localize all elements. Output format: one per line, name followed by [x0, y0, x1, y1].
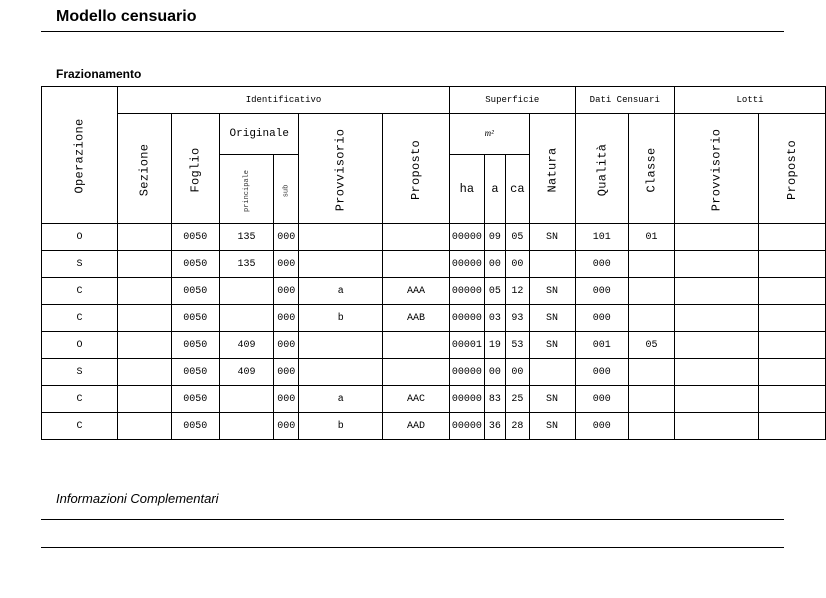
cell-natura: SN — [529, 413, 575, 440]
cell-a: 00 — [484, 251, 506, 278]
cell-ha: 00000 — [450, 359, 485, 386]
table-row — [42, 251, 826, 278]
cell-qualita: 000 — [575, 386, 629, 413]
cell-ha: 00001 — [450, 332, 485, 359]
cell-provvisorio — [299, 251, 383, 278]
cell-ha: 00000 — [450, 386, 485, 413]
header-classe-label: Classe — [644, 146, 659, 193]
cell-foglio: 0050 — [171, 413, 219, 440]
header-sub-label: sub — [282, 184, 291, 198]
cell-a: 03 — [484, 305, 506, 332]
header-natura — [529, 114, 575, 224]
cell-lotti-proposto — [758, 386, 825, 413]
header-lotti: Lotti — [675, 87, 826, 114]
cell-principale — [220, 305, 274, 332]
info-title: Informazioni Complementari — [56, 491, 219, 506]
section-title: Frazionamento — [56, 67, 142, 81]
cell-ca: 00 — [506, 359, 529, 386]
cell-sub: 000 — [274, 305, 299, 332]
frazionamento-table — [41, 86, 826, 440]
header-foglio — [171, 114, 219, 224]
cell-classe — [629, 386, 675, 413]
header-qualita-label: Qualità — [594, 143, 609, 196]
cell-sezione — [118, 305, 172, 332]
cell-proposto: AAD — [382, 413, 449, 440]
header-provvisorio-label: Provvisorio — [333, 128, 348, 211]
cell-ha: 00000 — [450, 413, 485, 440]
cell-principale: 135 — [220, 224, 274, 251]
cell-operazione: S — [42, 359, 118, 386]
cell-proposto — [382, 332, 449, 359]
cell-ca: 53 — [506, 332, 529, 359]
cell-sezione — [118, 224, 172, 251]
cell-a: 09 — [484, 224, 506, 251]
cell-natura: SN — [529, 305, 575, 332]
cell-operazione: O — [42, 224, 118, 251]
cell-proposto — [382, 359, 449, 386]
header-ha: ha — [450, 155, 485, 224]
cell-qualita: 000 — [575, 251, 629, 278]
cell-classe: 01 — [629, 224, 675, 251]
header-lotti-proposto-label: Proposto — [784, 139, 799, 200]
cell-a: 00 — [484, 359, 506, 386]
cell-sezione — [118, 278, 172, 305]
cell-principale: 409 — [220, 332, 274, 359]
header-foglio-label: Foglio — [188, 146, 203, 193]
header-ca: ca — [506, 155, 529, 224]
cell-qualita: 000 — [575, 278, 629, 305]
table-row — [42, 332, 826, 359]
cell-ca: 28 — [506, 413, 529, 440]
header-sezione-label: Sezione — [137, 143, 152, 196]
cell-natura: SN — [529, 332, 575, 359]
cell-sezione — [118, 413, 172, 440]
cell-classe — [629, 305, 675, 332]
cell-lotti-provvisorio — [675, 359, 759, 386]
header-operazione — [42, 87, 118, 224]
cell-a: 19 — [484, 332, 506, 359]
cell-sezione — [118, 332, 172, 359]
header-provvisorio — [299, 114, 383, 224]
cell-lotti-proposto — [758, 278, 825, 305]
cell-ca: 05 — [506, 224, 529, 251]
page-title: Modello censuario — [56, 8, 197, 25]
header-unit — [450, 114, 529, 155]
header-sezione — [118, 114, 172, 224]
cell-qualita: 001 — [575, 332, 629, 359]
cell-foglio: 0050 — [171, 251, 219, 278]
cell-ha: 00000 — [450, 224, 485, 251]
cell-lotti-provvisorio — [675, 413, 759, 440]
cell-lotti-proposto — [758, 224, 825, 251]
cell-lotti-proposto — [758, 359, 825, 386]
cell-natura: SN — [529, 224, 575, 251]
cell-foglio: 0050 — [171, 332, 219, 359]
header-proposto — [382, 114, 449, 224]
cell-sezione — [118, 359, 172, 386]
cell-foglio: 0050 — [171, 359, 219, 386]
table-row — [42, 359, 826, 386]
header-identificativo: Identificativo — [118, 87, 450, 114]
cell-sub: 000 — [274, 332, 299, 359]
cell-sub: 000 — [274, 359, 299, 386]
cell-qualita: 000 — [575, 413, 629, 440]
cell-natura: SN — [529, 386, 575, 413]
cell-principale — [220, 413, 274, 440]
cell-sezione — [118, 251, 172, 278]
cell-principale — [220, 278, 274, 305]
cell-qualita: 000 — [575, 305, 629, 332]
cell-provvisorio: b — [299, 413, 383, 440]
cell-ca: 93 — [506, 305, 529, 332]
cell-ca: 25 — [506, 386, 529, 413]
header-lotti-provvisorio — [675, 114, 759, 224]
header-classe — [629, 114, 675, 224]
header-natura-label: Natura — [545, 146, 560, 193]
cell-lotti-provvisorio — [675, 278, 759, 305]
unit-label: m² — [484, 128, 494, 138]
cell-provvisorio: a — [299, 386, 383, 413]
info-line-1 — [41, 519, 784, 520]
header-superficie: Superficie — [450, 87, 575, 114]
cell-a: 05 — [484, 278, 506, 305]
cell-lotti-provvisorio — [675, 224, 759, 251]
cell-operazione: C — [42, 278, 118, 305]
header-originale: Originale — [220, 114, 299, 155]
cell-operazione: S — [42, 251, 118, 278]
cell-ca: 00 — [506, 251, 529, 278]
cell-a: 36 — [484, 413, 506, 440]
cell-natura: SN — [529, 278, 575, 305]
info-line-2 — [41, 547, 784, 548]
header-dati-censuari: Dati Censuari — [575, 87, 675, 114]
cell-operazione: O — [42, 332, 118, 359]
cell-principale: 409 — [220, 359, 274, 386]
cell-classe — [629, 278, 675, 305]
header-lotti-proposto — [758, 114, 825, 224]
header-lotti-provvisorio-label: Provvisorio — [709, 128, 724, 211]
cell-operazione: C — [42, 413, 118, 440]
cell-sub: 000 — [274, 251, 299, 278]
table-row — [42, 224, 826, 251]
cell-ha: 00000 — [450, 251, 485, 278]
header-qualita — [575, 114, 629, 224]
cell-operazione: C — [42, 386, 118, 413]
header-principale-label: principale — [242, 169, 251, 213]
cell-classe — [629, 413, 675, 440]
cell-classe — [629, 359, 675, 386]
header-operazione-label: Operazione — [72, 118, 87, 194]
cell-classe: 05 — [629, 332, 675, 359]
header-sub — [274, 155, 299, 224]
cell-lotti-provvisorio — [675, 251, 759, 278]
cell-foglio: 0050 — [171, 224, 219, 251]
cell-lotti-proposto — [758, 305, 825, 332]
cell-lotti-provvisorio — [675, 332, 759, 359]
cell-proposto: AAC — [382, 386, 449, 413]
cell-principale: 135 — [220, 251, 274, 278]
header-a: a — [484, 155, 506, 224]
cell-lotti-provvisorio — [675, 305, 759, 332]
cell-lotti-provvisorio — [675, 386, 759, 413]
cell-sub: 000 — [274, 278, 299, 305]
cell-foglio: 0050 — [171, 278, 219, 305]
cell-proposto: AAB — [382, 305, 449, 332]
cell-lotti-proposto — [758, 413, 825, 440]
cell-classe — [629, 251, 675, 278]
cell-provvisorio — [299, 224, 383, 251]
cell-ha: 00000 — [450, 278, 485, 305]
table-row — [42, 386, 826, 413]
cell-provvisorio — [299, 332, 383, 359]
cell-proposto: AAA — [382, 278, 449, 305]
table-row — [42, 413, 826, 440]
cell-sub: 000 — [274, 413, 299, 440]
header-principale — [220, 155, 274, 224]
cell-sub: 000 — [274, 386, 299, 413]
cell-principale — [220, 386, 274, 413]
cell-foglio: 0050 — [171, 386, 219, 413]
cell-proposto — [382, 251, 449, 278]
cell-sezione — [118, 386, 172, 413]
cell-provvisorio — [299, 359, 383, 386]
cell-provvisorio: b — [299, 305, 383, 332]
cell-sub: 000 — [274, 224, 299, 251]
table-row — [42, 305, 826, 332]
cell-a: 83 — [484, 386, 506, 413]
cell-qualita: 101 — [575, 224, 629, 251]
cell-ha: 00000 — [450, 305, 485, 332]
cell-ca: 12 — [506, 278, 529, 305]
cell-lotti-proposto — [758, 251, 825, 278]
cell-operazione: C — [42, 305, 118, 332]
cell-provvisorio: a — [299, 278, 383, 305]
cell-lotti-proposto — [758, 332, 825, 359]
cell-foglio: 0050 — [171, 305, 219, 332]
cell-proposto — [382, 224, 449, 251]
cell-natura — [529, 359, 575, 386]
title-divider — [41, 31, 784, 32]
cell-qualita: 000 — [575, 359, 629, 386]
cell-natura — [529, 251, 575, 278]
header-proposto-label: Proposto — [408, 139, 423, 200]
table-row — [42, 278, 826, 305]
